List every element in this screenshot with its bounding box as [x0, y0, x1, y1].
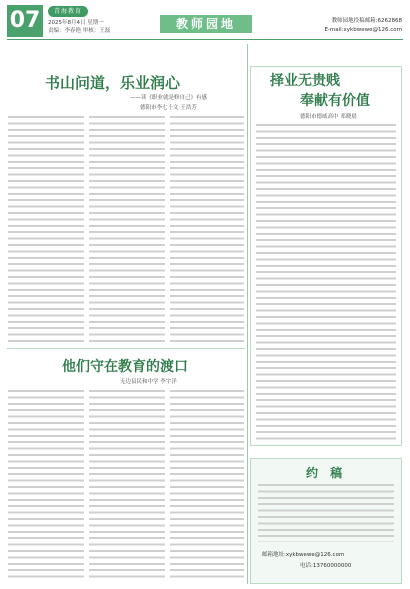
- article1-body-col1: [8, 116, 84, 342]
- article2-headline-line1: 择业无贵贱: [270, 73, 340, 89]
- article-separator: [7, 348, 245, 349]
- call-for-papers-body: [258, 484, 394, 542]
- call-for-papers-phone: 电话:13760000000: [300, 563, 352, 569]
- submission-line: 教师园地投稿邮箱:6262868: [331, 18, 402, 24]
- email-line: E-mail:xykbwewe@126.com: [324, 27, 402, 33]
- article3-body-col1: [8, 390, 84, 582]
- date-line: 2025年8月4日 星期一: [48, 20, 104, 26]
- article1-headline: 书山问道，乐业润心: [45, 74, 181, 92]
- article1-subtitle: ——读《职业就是修自己》有感: [130, 95, 208, 101]
- column-title: 教师园地: [160, 15, 252, 33]
- article3-headline: 他们守在教育的渡口: [62, 359, 188, 375]
- article1-body-col2: [89, 116, 165, 342]
- section-divider: [247, 44, 248, 584]
- editor-line: 责编：李春艳 审核：王磊: [48, 28, 111, 34]
- article2-author: 德阳市德威高中 邓晓晨: [300, 114, 357, 120]
- article3-author: 无边县民和中学 李宇洋: [120, 379, 177, 385]
- article2-headline-line2: 奉献有价值: [300, 93, 370, 109]
- article3-body-col2: [89, 390, 165, 582]
- newspaper-logo: 青海教育: [48, 6, 88, 17]
- article1-body-col3: [170, 116, 244, 342]
- article2-body: [256, 124, 396, 440]
- article3-body-col3: [170, 390, 244, 582]
- header-rule: [7, 39, 403, 40]
- article1-author: 德阳市李七十文 王浩芳: [140, 105, 197, 111]
- call-for-papers-title: 约 稿: [306, 466, 347, 480]
- page-number: 07: [7, 5, 43, 37]
- call-for-papers-email: 邮箱地址:xykbwewe@126.com: [262, 552, 345, 558]
